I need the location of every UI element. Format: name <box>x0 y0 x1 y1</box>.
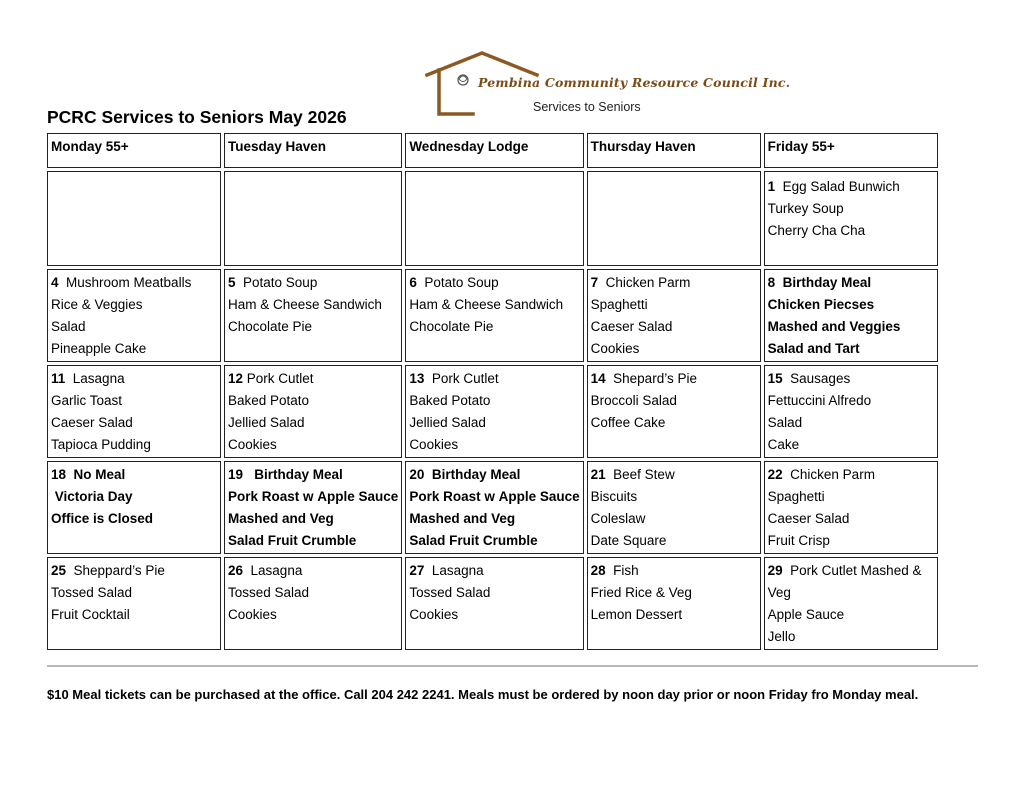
day-menu-line: Pork Roast w Apple Sauce <box>409 489 580 504</box>
day-number: 12 <box>228 371 244 386</box>
day-number: 6 <box>409 275 417 290</box>
day-number: 1 <box>767 179 776 194</box>
day-menu-line: Fruit Cocktail <box>51 607 130 622</box>
calendar-body <box>47 171 938 650</box>
day-cell-wed <box>405 461 583 554</box>
day-cell-wed <box>405 557 583 650</box>
day-menu-line: Veg <box>767 585 791 600</box>
day-menu-line: Salad Fruit Crumble <box>228 533 357 548</box>
day-menu-line: Jellied Salad <box>409 415 486 430</box>
day-number: 27 <box>409 563 425 578</box>
header-tuesday: Tuesday Haven <box>224 133 402 168</box>
day-menu-first-line: 7 Chicken Parm <box>590 275 691 290</box>
day-menu-line: Broccoli Salad <box>590 393 677 408</box>
day-number: 11 <box>51 371 66 386</box>
day-cell-fri <box>764 171 938 266</box>
day-menu-first-line: 29 Pork Cutlet Mashed & <box>767 563 922 578</box>
day-menu-line: Chocolate Pie <box>409 319 494 334</box>
day-cell-wed <box>405 269 583 362</box>
page-title: PCRC Services to Seniors May 2026 <box>47 107 347 127</box>
day-menu-first-line: 14 Shepard’s Pie <box>590 371 697 386</box>
day-menu-line: Cake <box>767 437 800 452</box>
day-number: 29 <box>767 563 783 578</box>
day-menu-line: Baked Potato <box>228 393 310 408</box>
day-menu-line: Pork Roast w Apple Sauce <box>228 489 399 504</box>
day-cell-fri <box>764 557 938 650</box>
day-number: 28 <box>590 563 606 578</box>
day-menu-line: Salad <box>767 415 803 430</box>
day-menu-first-line: 11 Lasagna <box>51 371 125 386</box>
day-menu-line: Caeser Salad <box>51 415 133 430</box>
calendar-week-row <box>47 269 938 362</box>
day-menu-line: Lemon Dessert <box>590 607 683 622</box>
day-menu-line: Mashed and Veggies <box>767 319 901 334</box>
day-number: 21 <box>590 467 606 482</box>
footer-divider <box>47 665 978 667</box>
day-cell-wed <box>405 171 583 266</box>
calendar-week-row <box>47 365 938 458</box>
footer-note: $10 Meal tickets can be purchased at the office. Call 204 242 2241. Meals must be ordered by noon day prior or noon Friday fro Monday meal. <box>47 687 919 702</box>
day-menu-line: Fettuccini Alfredo <box>767 393 872 408</box>
day-menu-first-line: 13 Pork Cutlet <box>409 371 499 386</box>
day-menu-line: Biscuits <box>590 489 638 504</box>
day-menu-first-line: 12 Pork Cutlet <box>228 371 314 386</box>
day-menu-line: Garlic Toast <box>51 393 123 408</box>
day-cell-mon <box>47 171 221 266</box>
day-menu-line: Tossed Salad <box>228 585 310 600</box>
day-menu-first-line: 26 Lasagna <box>228 563 303 578</box>
header-wednesday: Wednesday Lodge <box>405 133 583 168</box>
day-menu-line: Cookies <box>409 437 459 452</box>
day-menu-line: Ham & Cheese Sandwich <box>409 297 564 312</box>
day-menu-line: Spaghetti <box>767 489 825 504</box>
day-cell-thu <box>587 171 761 266</box>
day-cell-mon <box>47 557 221 650</box>
day-menu-line: Caeser Salad <box>767 511 850 526</box>
day-menu-line: Office is Closed <box>51 511 154 526</box>
day-menu-line: Cookies <box>590 341 640 356</box>
day-menu-line: Fried Rice & Veg <box>590 585 692 600</box>
day-menu-line: Baked Potato <box>409 393 491 408</box>
day-menu-line: Cherry Cha Cha <box>767 223 866 238</box>
day-number: 26 <box>228 563 244 578</box>
day-menu-first-line: 21 Beef Stew <box>590 467 675 482</box>
day-menu-line: Spaghetti <box>590 297 648 312</box>
day-menu-line: Jellied Salad <box>228 415 305 430</box>
day-menu-line: Salad Fruit Crumble <box>409 533 538 548</box>
day-menu-line: Coleslaw <box>590 511 646 526</box>
day-menu-line: Fruit Crisp <box>767 533 830 548</box>
day-menu-line: Caeser Salad <box>590 319 673 334</box>
day-menu-line: Cookies <box>228 607 277 622</box>
calendar-header-row <box>47 133 938 168</box>
day-number: 4 <box>51 275 59 290</box>
day-menu-line: Cookies <box>228 437 277 452</box>
day-cell-fri <box>764 365 938 458</box>
header-monday: Monday 55+ <box>47 133 221 168</box>
day-menu-line: Tossed Salad <box>409 585 491 600</box>
day-menu-first-line: 28 Fish <box>590 563 639 578</box>
day-menu-first-line: 15 Sausages <box>767 371 851 386</box>
day-cell-mon <box>47 365 221 458</box>
day-cell-wed <box>405 365 583 458</box>
day-cell-tue <box>224 171 402 266</box>
day-cell-thu <box>587 269 761 362</box>
day-number: 13 <box>409 371 425 386</box>
day-cell-fri <box>764 269 938 362</box>
day-cell-thu <box>587 557 761 650</box>
day-menu-first-line: 20 Birthday Meal <box>409 467 521 482</box>
day-menu-first-line: 6 Potato Soup <box>409 275 499 290</box>
day-menu-first-line: 19 Birthday Meal <box>228 467 343 482</box>
day-menu-line: Apple Sauce <box>767 607 845 622</box>
day-menu-line: Salad and Tart <box>767 341 860 356</box>
day-number: 7 <box>590 275 599 290</box>
day-cell-tue <box>224 365 402 458</box>
day-number: 15 <box>767 371 783 386</box>
day-cell-tue <box>224 557 402 650</box>
day-menu-line: Date Square <box>590 533 667 548</box>
day-menu-line: Rice & Veggies <box>51 297 143 312</box>
day-number: 25 <box>51 563 67 578</box>
day-menu-line: Mashed and Veg <box>228 511 334 526</box>
day-menu-line: Ham & Cheese Sandwich <box>228 297 382 312</box>
day-menu-first-line: 8 Birthday Meal <box>767 275 872 290</box>
day-number: 14 <box>590 371 606 386</box>
day-menu-first-line: 25 Sheppard’s Pie <box>51 563 165 578</box>
organization-logo <box>425 50 791 120</box>
header-thursday: Thursday Haven <box>587 133 761 168</box>
day-cell-tue <box>224 461 402 554</box>
day-menu-line: Chicken Piecses <box>767 297 875 312</box>
day-menu-first-line: 22 Chicken Parm <box>767 467 875 482</box>
meal-calendar <box>44 130 941 653</box>
day-number: 22 <box>767 467 783 482</box>
day-menu-line: Pineapple Cake <box>51 341 147 356</box>
organization-subtitle: Services to Seniors <box>533 100 641 114</box>
calendar-week-row <box>47 461 938 554</box>
day-menu-line: Chocolate Pie <box>228 319 313 334</box>
organization-name: Pembina Community Resource Council Inc. <box>478 75 791 90</box>
day-cell-thu <box>587 461 761 554</box>
day-number: 5 <box>228 275 236 290</box>
header-friday: Friday 55+ <box>764 133 938 168</box>
day-cell-mon <box>47 269 221 362</box>
day-menu-first-line: 5 Potato Soup <box>228 275 318 290</box>
day-menu-first-line: 27 Lasagna <box>409 563 484 578</box>
day-cell-fri <box>764 461 938 554</box>
day-menu-first-line: 18 No Meal <box>51 467 126 482</box>
day-menu-first-line: 4 Mushroom Meatballs <box>51 275 192 290</box>
day-menu-line: Tossed Salad <box>51 585 133 600</box>
day-menu-line: Turkey Soup <box>767 201 844 216</box>
day-menu-line: Victoria Day <box>51 489 133 504</box>
day-menu-first-line: 1 Egg Salad Bunwich <box>767 179 900 194</box>
day-menu-line: Mashed and Veg <box>409 511 516 526</box>
calendar-week-row <box>47 557 938 650</box>
day-menu-line: Cookies <box>409 607 459 622</box>
day-menu-line: Coffee Cake <box>590 415 666 430</box>
day-menu-line: Tapioca Pudding <box>51 437 151 452</box>
day-cell-mon <box>47 461 221 554</box>
day-cell-thu <box>587 365 761 458</box>
day-menu-line: Salad <box>51 319 86 334</box>
calendar-week-row <box>47 171 938 266</box>
day-menu-line: Jello <box>767 629 796 644</box>
day-cell-tue <box>224 269 402 362</box>
